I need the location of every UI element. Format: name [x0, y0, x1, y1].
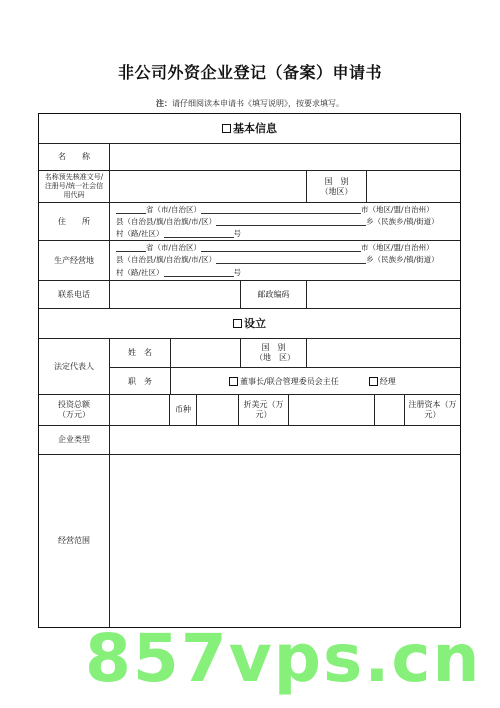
domicile-address[interactable]: 省（市/自治区） 市（地区/盟/自治州） 县（自治县/旗/自治旗/市/区） 乡（民族乡/镇/街道） 村（路/社区） 号 [109, 203, 460, 240]
scope-row [39, 455, 460, 627]
enterprise-type-field[interactable] [109, 426, 460, 454]
rep-position-label: 职 务 [128, 376, 152, 386]
currency-field[interactable] [196, 395, 238, 425]
enterprise-type-label: 企业类型 [58, 435, 90, 444]
note-text: 请仔细阅读本申请书《填写说明》，按要求填写。 [172, 99, 344, 108]
basic-info-header: 基本信息 [39, 114, 460, 143]
instruction-note [0, 98, 500, 109]
watermark: 857vps.cn [85, 620, 482, 697]
application-form [38, 113, 461, 628]
phone-label: 联系电话 [58, 289, 90, 299]
scope-label: 经营范围 [58, 536, 90, 545]
setup-header-row [39, 309, 460, 339]
rep-name-label: 姓 名 [128, 348, 152, 357]
option-manager: 经理 [379, 376, 396, 386]
credit-code-row [39, 171, 460, 203]
setup-header: 设立 [39, 309, 460, 338]
legal-rep-label: 法定代表人 [54, 361, 94, 371]
rep-country-field[interactable] [306, 339, 461, 367]
option-chairman: 董事长/联合管理委员会主任 [240, 376, 339, 386]
domicile-label: 住 所 [58, 216, 90, 226]
checkbox-icon[interactable] [222, 124, 231, 133]
domicile-row [39, 203, 460, 241]
contact-row [39, 281, 460, 309]
rep-position-options [170, 368, 461, 395]
invest-label: 投资总额（万元） [58, 400, 90, 419]
usd-label: 折美元（万元） [238, 395, 288, 425]
credit-code-field[interactable] [109, 171, 306, 202]
invest-field[interactable] [109, 395, 169, 425]
name-row [39, 144, 460, 171]
name-field[interactable] [109, 144, 460, 170]
rep-name-field[interactable] [170, 339, 240, 367]
legal-rep-name-row [110, 339, 460, 368]
legal-rep-position-row [110, 368, 460, 395]
investment-row [39, 395, 460, 426]
note-label: 注： [156, 98, 172, 108]
phone-field[interactable] [109, 281, 240, 308]
checkbox-chairman[interactable] [229, 377, 238, 386]
postcode-label: 邮政编码 [240, 281, 306, 308]
scope-field[interactable] [109, 455, 460, 627]
rep-country-label: 国 别（地 区） [240, 339, 306, 367]
postcode-field[interactable] [306, 281, 460, 308]
checkbox-manager[interactable] [369, 377, 378, 386]
credit-code-label: 名称预先核准文号/注册号/统一社会信用代码 [44, 173, 104, 199]
usd-field[interactable] [288, 395, 374, 425]
name-label: 名 称 [58, 152, 90, 161]
currency-label: 币种 [169, 395, 196, 425]
country-label: 国 别（地区） [306, 171, 366, 202]
enterprise-type-row [39, 426, 460, 455]
document-title: 非公司外资企业登记（备案）申请书 [117, 63, 382, 82]
country-field[interactable] [366, 171, 460, 202]
usd-extra-field[interactable] [374, 395, 404, 425]
production-label: 生产经营地 [54, 255, 94, 265]
reg-capital-label: 注册资本（万元） [404, 395, 460, 425]
basic-info-header-row [39, 114, 460, 144]
production-address[interactable]: 省（市/自治区） 市（地区/盟/自治州） 县（自治县/旗/自治旗/市/区） 乡（民族乡/镇/街道） 村（路/社区） 号 [109, 241, 460, 280]
production-row [39, 241, 460, 281]
checkbox-icon[interactable] [233, 319, 242, 328]
legal-rep-block [39, 339, 460, 395]
